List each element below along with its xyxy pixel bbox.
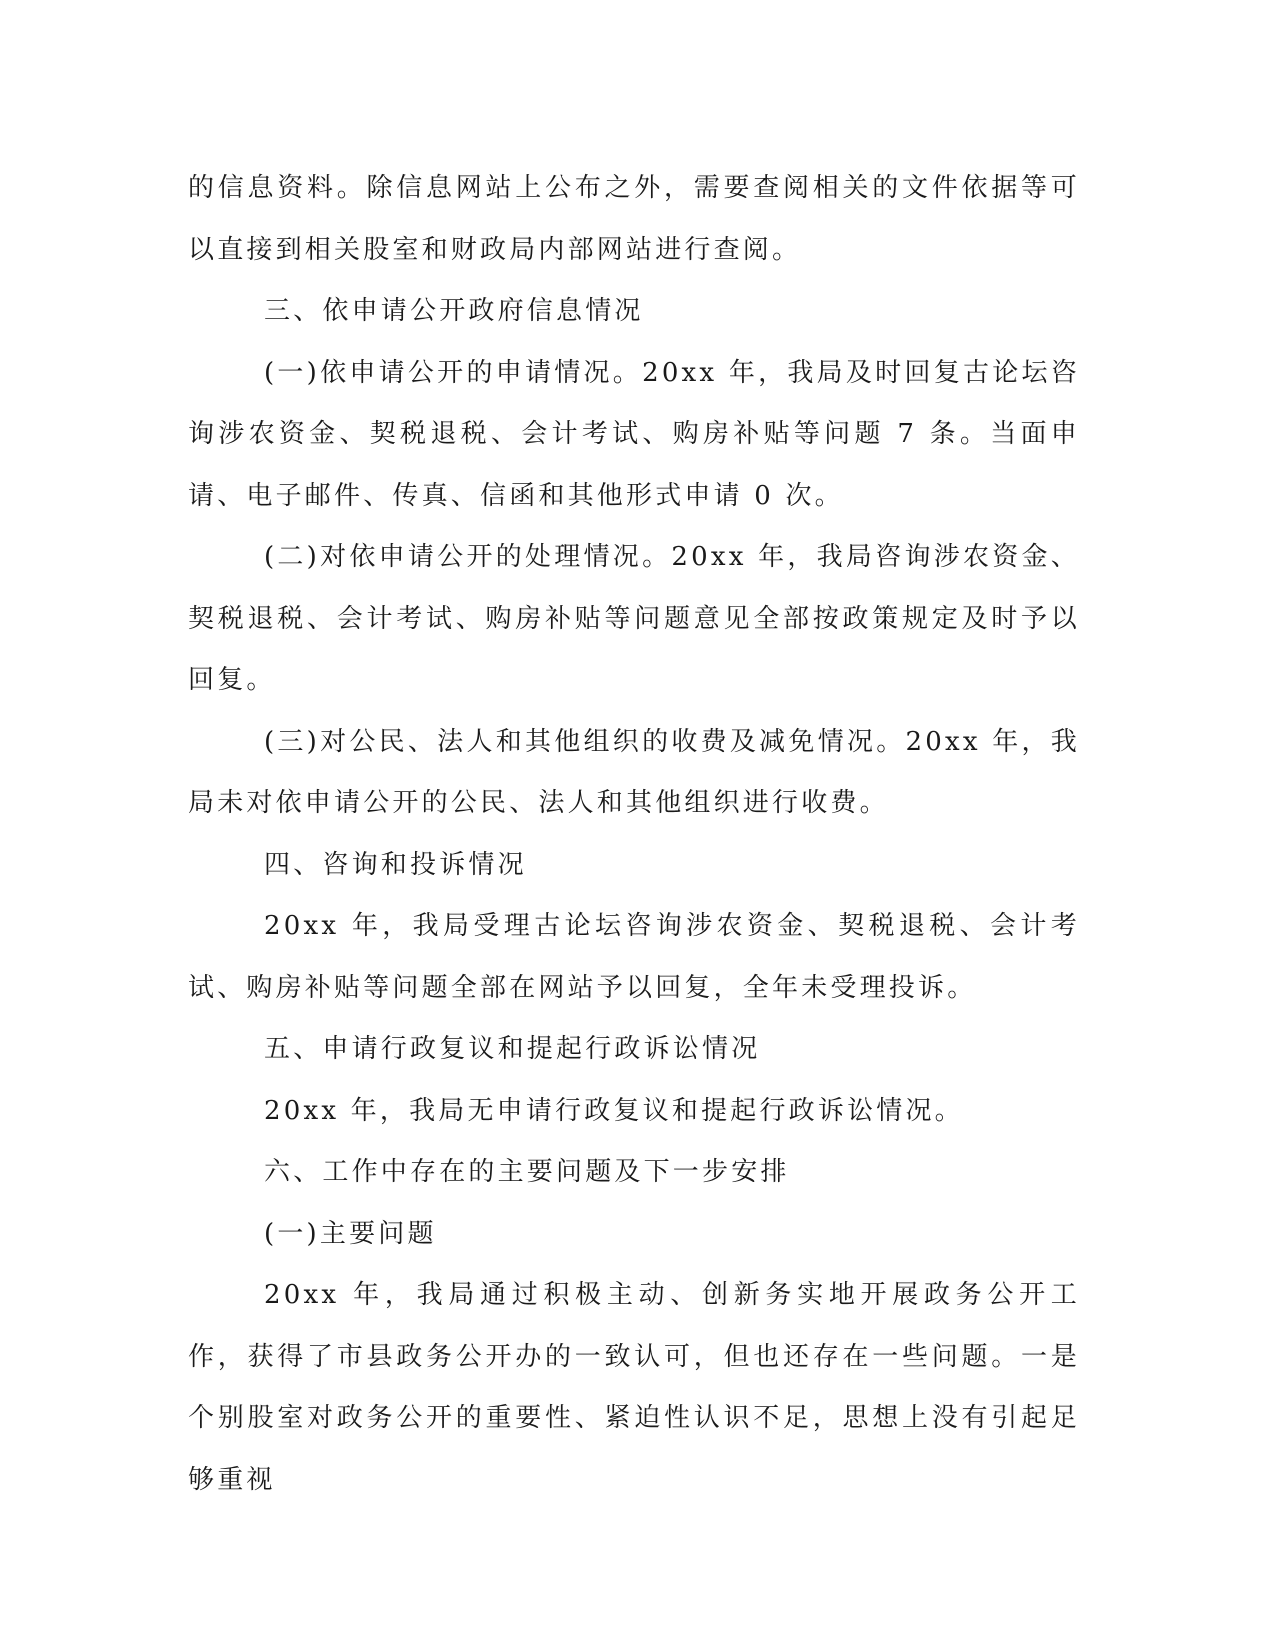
document-body [188, 158, 1080, 1511]
heading-section-three: 三、依申请公开政府信息情况 [264, 296, 644, 326]
subheading-main-problems: (一)主要问题 [264, 1218, 437, 1249]
heading-section-five: 五、申请行政复议和提起行政诉讼情况 [264, 1034, 761, 1064]
paragraph-processing-status: (二)对依申请公开的处理情况。20xx 年，我局咨询涉农资金、契税退税、会计考试、购房补贴等问题意见全部按政策规定及时予以回复。 [188, 542, 1080, 695]
paragraph-consultation: 20xx 年，我局受理古论坛咨询涉农资金、契税退税、会计考试、购房补贴等问题全部在网站予以回复，全年未受理投诉。 [188, 911, 1080, 1003]
paragraph-review-litigation: 20xx 年，我局无申请行政复议和提起行政诉讼情况。 [264, 1095, 964, 1126]
heading-section-four: 四、咨询和投诉情况 [264, 849, 527, 880]
paragraph-application-status: (一)依申请公开的申请情况。20xx 年，我局及时回复古论坛咨询涉农资金、契税退税、会计考试、购房补贴等问题 7 条。当面申请、电子邮件、传真、信函和其他形式申请 0 次。 [188, 357, 1080, 511]
paragraph-info-access: 的信息资料。除信息网站上公布之外，需要查阅相关的文件依据等可以直接到相关股室和财政局内部网站进行查阅。 [188, 173, 1080, 265]
paragraph-main-problems: 20xx 年，我局通过积极主动、创新务实地开展政务公开工作，获得了市县政务公开办的一致认可，但也还存在一些问题。一是个别股室对政务公开的重要性、紧迫性认识不足，思想上没有引起足够重视 [188, 1280, 1080, 1495]
paragraph-fees-status: (三)对公民、法人和其他组织的收费及减免情况。20xx 年，我局未对依申请公开的公民、法人和其他组织进行收费。 [188, 726, 1080, 818]
heading-section-six: 六、工作中存在的主要问题及下一步安排 [264, 1157, 790, 1187]
